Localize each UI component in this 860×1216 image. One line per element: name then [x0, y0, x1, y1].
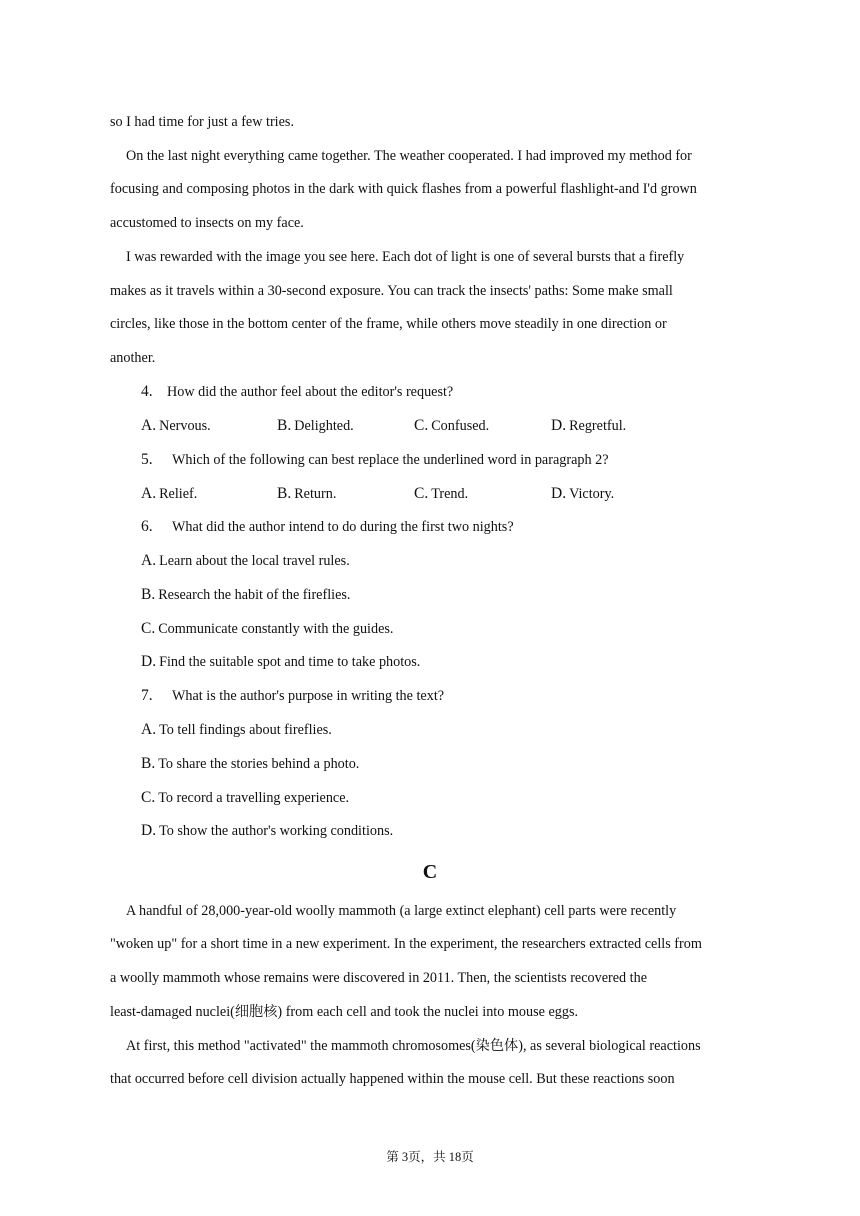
- option-text: To share the stories behind a photo.: [158, 756, 360, 772]
- option-letter: C.: [141, 620, 156, 637]
- option-text: Learn about the local travel rules.: [159, 553, 350, 569]
- option-text: Victory.: [569, 486, 615, 502]
- passage-b-line-4: accustomed to insects on my face.: [110, 215, 304, 231]
- passage-c-line-4: least-damaged nuclei(细胞核) from each cell and took the nuclei into mouse eggs.: [110, 1004, 579, 1020]
- option-7d: [141, 821, 393, 841]
- passage-c-line-5: At first, this method "activated" the mammoth chromosomes(染色体), as several biological reactions: [126, 1038, 701, 1054]
- option-letter: B.: [277, 485, 292, 502]
- passage-c-line-2: "woken up" for a short time in a new experiment. In the experiment, the researchers extracted cells from: [110, 936, 702, 952]
- option-letter: D.: [141, 822, 157, 839]
- passage-c-line-1: A handful of 28,000-year-old woolly mammoth (a large extinct elephant) cell parts were recently: [126, 903, 677, 919]
- option-letter: C.: [414, 417, 429, 434]
- option-text: Relief.: [159, 486, 198, 502]
- option-5c: [414, 484, 468, 504]
- option-text: Return.: [294, 486, 337, 502]
- option-text: Communicate constantly with the guides.: [158, 621, 394, 637]
- question-text: What is the author's purpose in writing the text?: [172, 688, 445, 704]
- option-7b: [141, 754, 359, 774]
- question-number: 5.: [141, 451, 153, 468]
- question-text: What did the author intend to do during the first two nights?: [172, 519, 514, 535]
- passage-b-line-6: makes as it travels within a 30-second exposure. You can track the insects' paths: Some make small: [110, 283, 673, 299]
- option-4a: [141, 416, 211, 436]
- option-letter: A.: [141, 552, 157, 569]
- option-letter: D.: [141, 653, 157, 670]
- option-7a: [141, 720, 332, 740]
- option-text: Regretful.: [569, 418, 627, 434]
- option-5a: [141, 484, 197, 504]
- option-5b: [277, 484, 336, 504]
- section-heading: C: [422, 861, 438, 883]
- question-7: [141, 686, 444, 706]
- question-4: [141, 382, 453, 402]
- option-text: Trend.: [431, 486, 469, 502]
- option-letter: D.: [551, 417, 567, 434]
- option-text: Find the suitable spot and time to take photos.: [159, 654, 421, 670]
- option-letter: A.: [141, 417, 157, 434]
- option-letter: A.: [141, 721, 157, 738]
- option-4b: [277, 416, 354, 436]
- passage-c-line-3: a woolly mammoth whose remains were discovered in 2011. Then, the scientists recovered the: [110, 970, 648, 986]
- option-letter: B.: [141, 755, 156, 772]
- option-text: To record a travelling experience.: [158, 790, 350, 806]
- passage-b-line-2: On the last night everything came together. The weather cooperated. I had improved my method for: [126, 148, 692, 164]
- option-letter: B.: [141, 586, 156, 603]
- question-number: 7.: [141, 687, 153, 704]
- option-text: Nervous.: [159, 418, 211, 434]
- option-5d: [551, 484, 614, 504]
- question-text: How did the author feel about the editor's request?: [167, 384, 454, 400]
- option-letter: B.: [277, 417, 292, 434]
- option-6c: [141, 619, 393, 639]
- option-letter: C.: [414, 485, 429, 502]
- question-6: [141, 517, 514, 537]
- passage-b-line-1: so I had time for just a few tries.: [110, 114, 294, 130]
- option-letter: D.: [551, 485, 567, 502]
- option-6b: [141, 585, 350, 605]
- option-7c: [141, 788, 349, 808]
- passage-c-line-6: that occurred before cell division actually happened within the mouse cell. But these reactions soon: [110, 1071, 675, 1087]
- passage-b-line-5: I was rewarded with the image you see here. Each dot of light is one of several bursts that a firefly: [126, 249, 685, 265]
- option-4c: [414, 416, 489, 436]
- passage-b-line-8: another.: [110, 350, 156, 366]
- option-text: To tell findings about fireflies.: [159, 722, 332, 738]
- option-text: Confused.: [431, 418, 490, 434]
- page-footer: 第 3页，共 18页: [386, 1150, 474, 1164]
- option-letter: C.: [141, 789, 156, 806]
- passage-b-line-3: focusing and composing photos in the dark with quick flashes from a powerful flashlight-and I'd grown: [110, 181, 697, 197]
- question-number: 6.: [141, 518, 153, 535]
- option-6a: [141, 551, 350, 571]
- option-letter: A.: [141, 485, 157, 502]
- option-text: Delighted.: [294, 418, 354, 434]
- option-text: To show the author's working conditions.: [159, 823, 394, 839]
- question-5: [141, 450, 609, 470]
- option-text: Research the habit of the fireflies.: [158, 587, 351, 603]
- option-6d: [141, 652, 420, 672]
- question-text: Which of the following can best replace the underlined word in paragraph 2?: [172, 452, 609, 468]
- option-4d: [551, 416, 626, 436]
- question-number: 4.: [141, 383, 153, 400]
- passage-b-line-7: circles, like those in the bottom center of the frame, while others move steadily in one direction or: [110, 316, 667, 332]
